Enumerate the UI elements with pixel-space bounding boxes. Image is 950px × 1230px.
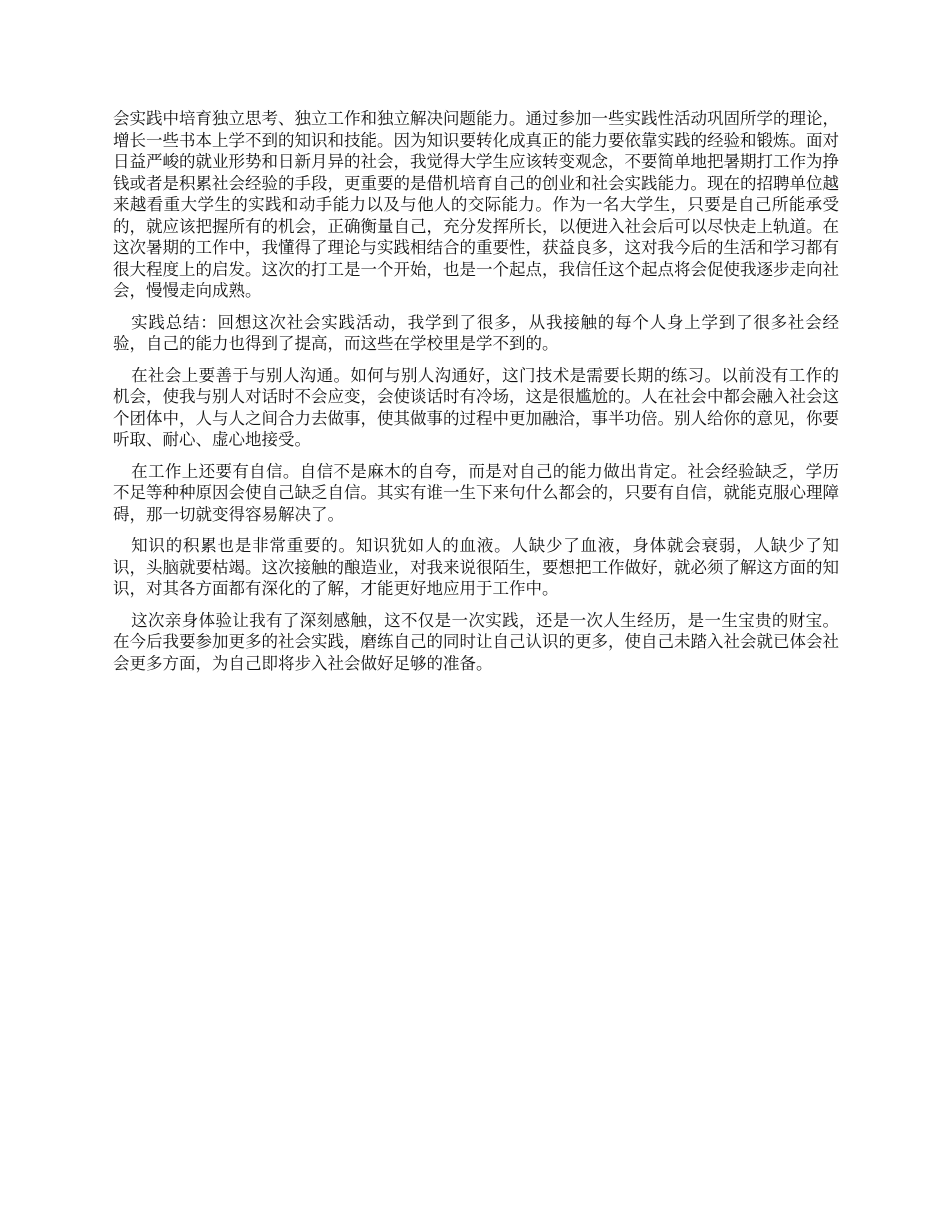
- document-page: [113, 108, 839, 684]
- paragraph-conclusion: 这次亲身体验让我有了深刻感触，这不仅是一次实践，还是一次人生经历，是一生宝贵的财宝。在今后我要参加更多的社会实践，磨练自己的同时让自己认识的更多，使自己未踏入社会就已体会社会更多方面，为自己即将步入社会做好足够的准备。: [113, 610, 839, 673]
- paragraph-continuation: 会实践中培育独立思考、独立工作和独立解决问题能力。通过参加一些实践性活动巩固所学的理论，增长一些书本上学不到的知识和技能。因为知识要转化成真正的能力要依靠实践的经验和锻炼。面对日益严峻的就业形势和日新月异的社会，我觉得大学生应该转变观念，不要简单地把暑期打工作为挣钱或者是积累社会经验的手段，更重要的是借机培育自己的创业和社会实践能力。现在的招聘单位越来越看重大学生的实践和动手能力以及与他人的交际能力。作为一名大学生，只要是自己所能承受的，就应该把握所有的机会，正确衡量自己，充分发挥所长，以便进入社会后可以尽快走上轨道。在这次暑期的工作中，我懂得了理论与实践相结合的重要性，获益良多，这对我今后的生活和学习都有很大程度上的启发。这次的打工是一个开始，也是一个起点，我信任这个起点将会促使我逐步走向社会，慢慢走向成熟。: [113, 109, 839, 300]
- paragraph-knowledge: 知识的积累也是非常重要的。知识犹如人的血液。人缺少了血液，身体就会衰弱，人缺少了知识，头脑就要枯竭。这次接触的酿造业，对我来说很陌生，要想把工作做好，就必须了解这方面的知识，对其各方面都有深化的了解，才能更好地应用于工作中。: [113, 536, 839, 598]
- paragraph-communication: 在社会上要善于与别人沟通。如何与别人沟通好，这门技术是需要长期的练习。以前没有工作的机会，使我与别人对话时不会应变，会使谈话时有冷场，这是很尴尬的。人在社会中都会融入社会这个团体中，人与人之间合力去做事，使其做事的过程中更加融洽，事半功倍。别人给你的意见，你要听取、耐心、虚心地接受。: [113, 365, 839, 449]
- paragraph-confidence: 在工作上还要有自信。自信不是麻木的自夸，而是对自己的能力做出肯定。社会经验缺乏，学历不足等种种原因会使自己缺乏自信。其实有谁一生下来句什么都会的，只要有自信，就能克服心理障碍，那一切就变得容易解决了。: [113, 461, 839, 524]
- paragraph-practice-summary: 实践总结：回想这次社会实践活动，我学到了很多，从我接触的每个人身上学到了很多社会经验，自己的能力也得到了提高，而这些在学校里是学不到的。: [113, 312, 839, 353]
